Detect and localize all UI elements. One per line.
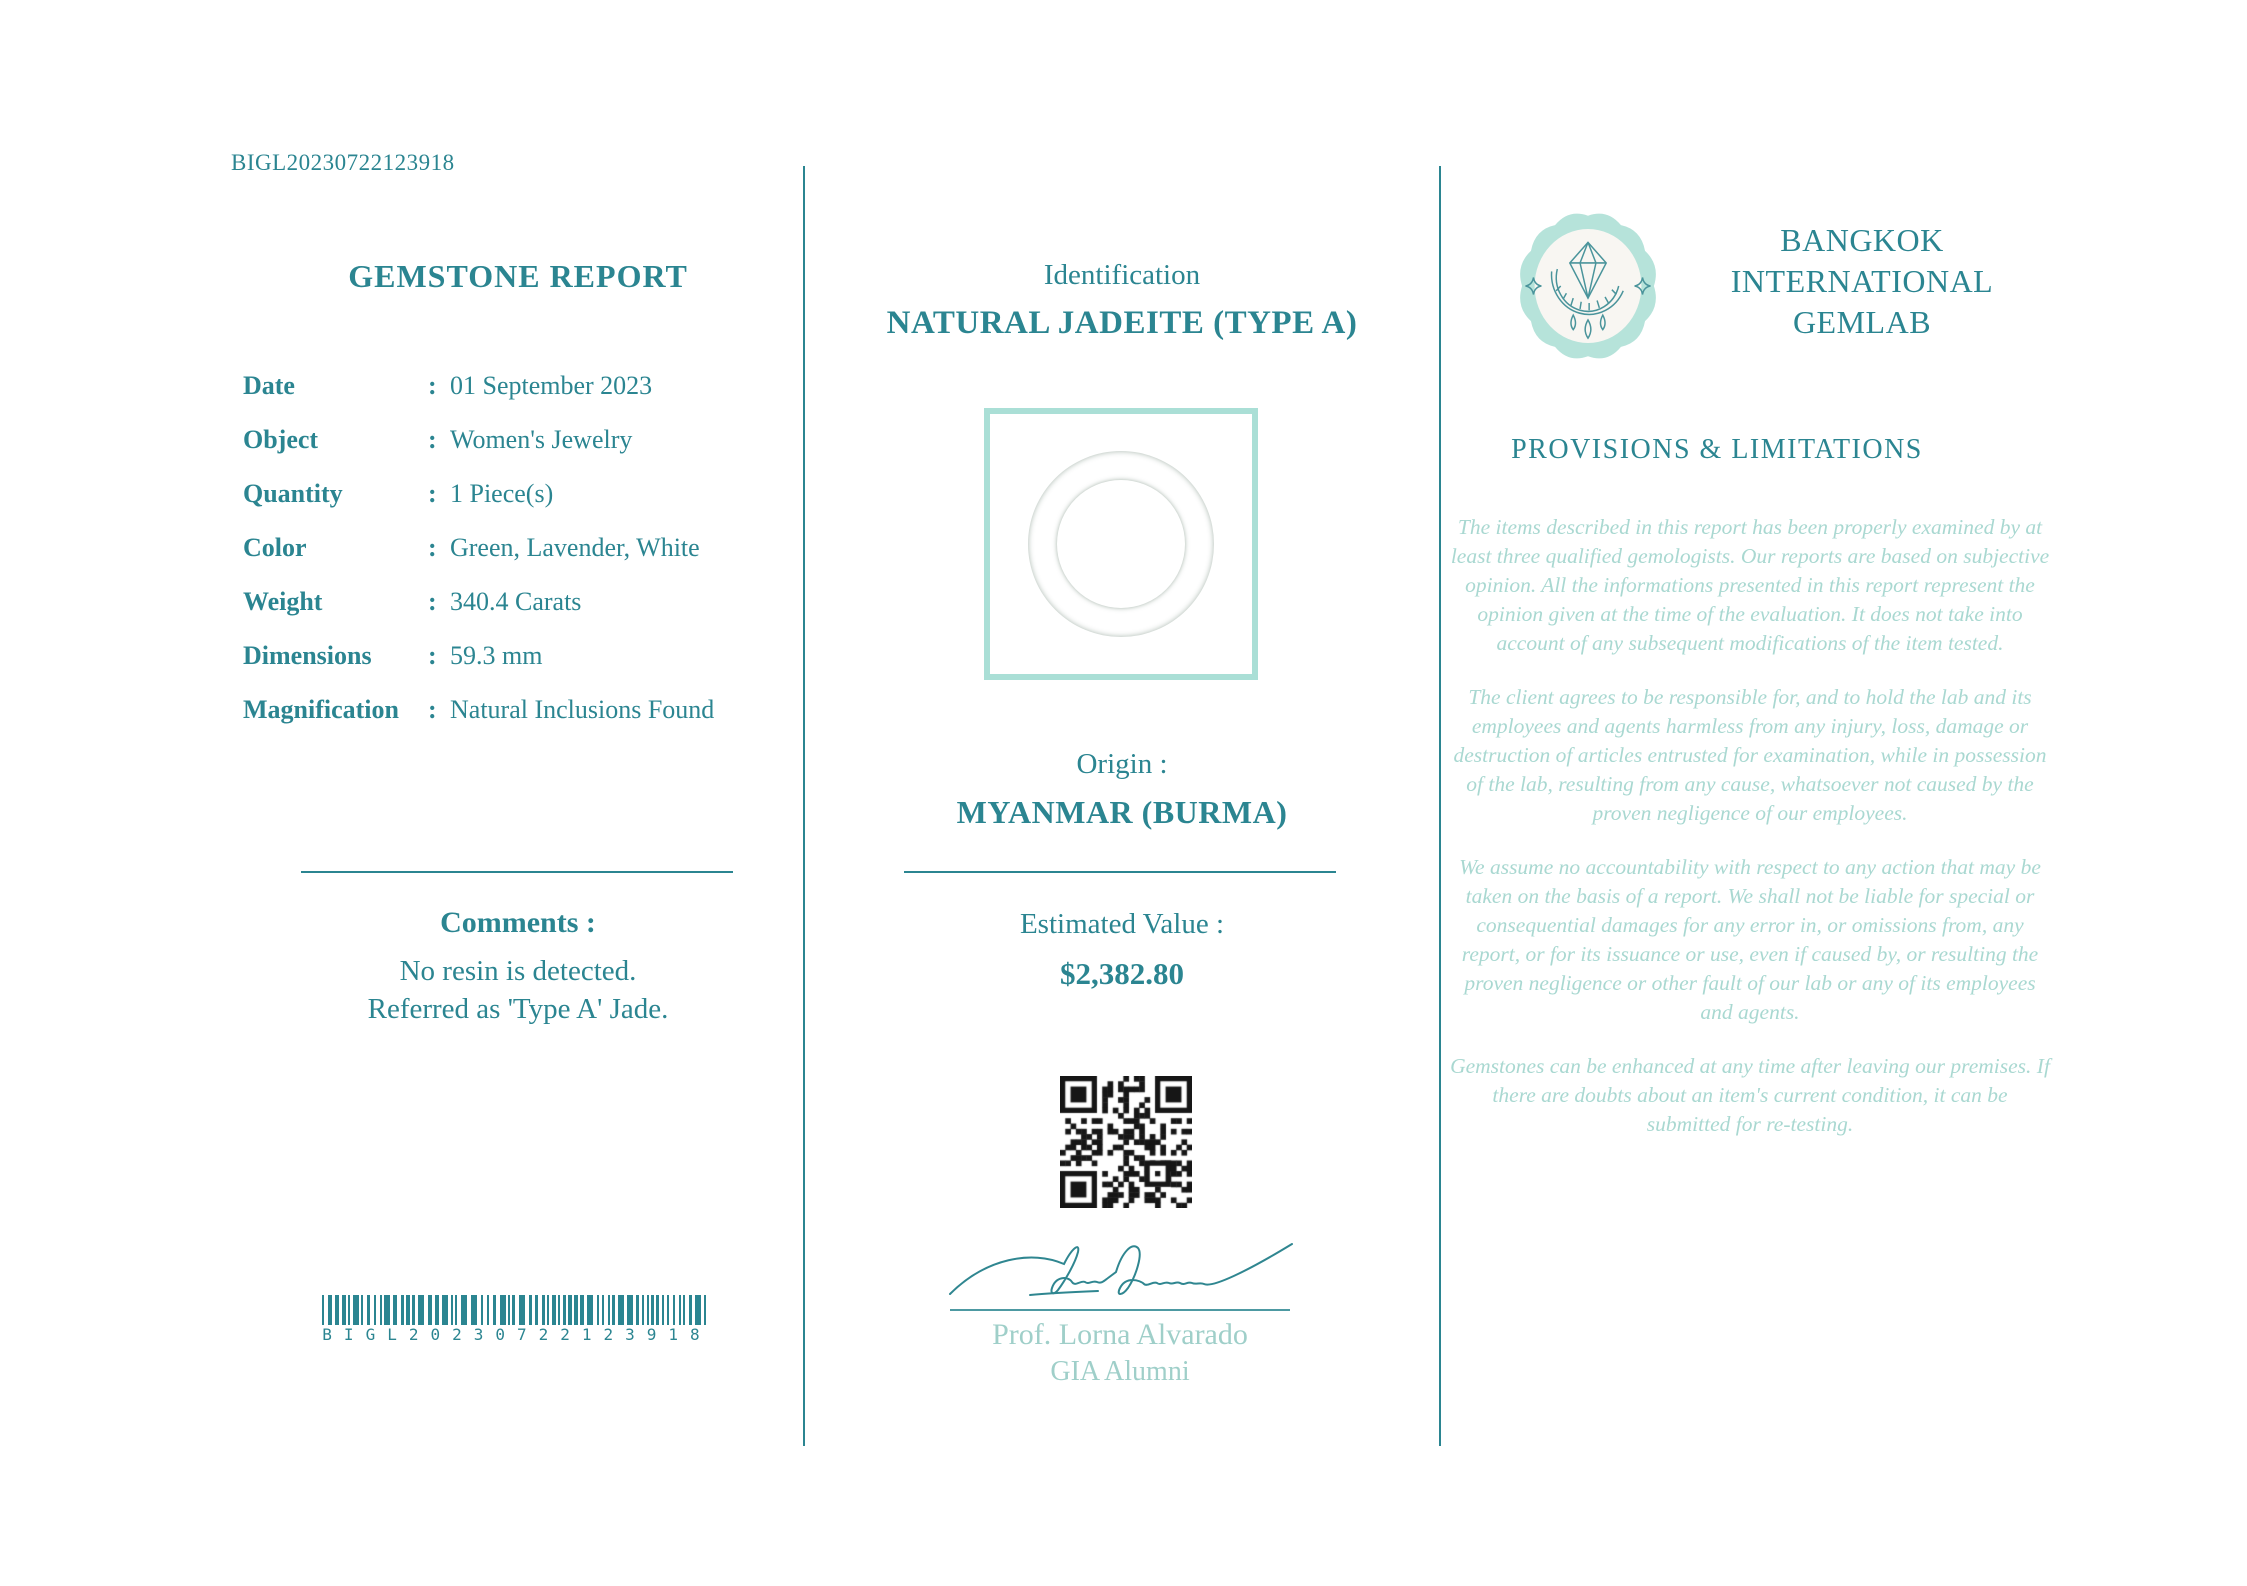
detail-label: Object — [243, 425, 319, 454]
comments-line-1: No resin is detected. — [399, 955, 637, 987]
detail-label: Magnification — [243, 695, 399, 724]
detail-row-quantity — [243, 479, 803, 509]
detail-value: 01 September 2023 — [450, 371, 653, 400]
provisions-paragraph-2: The client agrees to be responsible for, and to hold the lab and its employees and agents harmless from any injury, loss, damage or destruction of articles entrusted for examination, while in possession of the lab, resulting from any cause, whatsoever not caused by the proven negligence of our employees. — [1453, 685, 2047, 825]
provisions-paragraph-4: Gemstones can be enhanced at any time after leaving our premises. If there are doubts about an item's current condition, it can be submitted for re-testing. — [1450, 1054, 2050, 1136]
detail-row-magnification — [243, 695, 803, 725]
comments-text — [227, 952, 809, 1028]
provisions-heading: PROVISIONS & LIMITATIONS — [1511, 434, 1923, 465]
detail-row-weight — [243, 587, 803, 617]
detail-colon: : — [428, 533, 437, 562]
comments-heading: Comments : — [440, 906, 596, 939]
detail-label: Weight — [243, 587, 323, 616]
details-table — [243, 359, 803, 737]
lab-name — [1652, 220, 2072, 343]
gemlab-logo — [1513, 206, 1663, 366]
detail-colon: : — [428, 695, 437, 724]
provisions-paragraph-1: The items described in this report has been properly examined by at least three qualified gemologists. Our reports are based on subjective opinion. All the informations presented in this report represent the opinion given at the time of the evaluation. It does not take into account of any subsequent modifications of the item tested. — [1450, 515, 2050, 655]
provisions-paragraphs — [1450, 513, 2050, 1164]
detail-colon: : — [428, 371, 437, 400]
estimated-value-label: Estimated Value : — [1019, 908, 1225, 940]
lab-name-line-2: INTERNATIONAL — [1730, 263, 1994, 299]
jade-bangle-photo — [1028, 451, 1214, 637]
signature — [946, 1236, 1296, 1310]
detail-colon: : — [428, 587, 437, 616]
detail-label: Color — [243, 533, 307, 562]
detail-colon: : — [428, 641, 437, 670]
detail-row-object — [243, 425, 803, 455]
detail-label: Quantity — [243, 479, 343, 508]
qr-code — [1060, 1076, 1192, 1208]
detail-row-date — [243, 371, 803, 401]
detail-label: Date — [243, 371, 295, 400]
lab-name-line-3: GEMLAB — [1792, 304, 1932, 340]
report-number: BIGL20230722123918 — [231, 150, 455, 175]
detail-colon: : — [428, 425, 437, 454]
comments-divider — [301, 871, 733, 873]
estimated-value: $2,382.80 — [1060, 956, 1184, 991]
detail-value: Green, Lavender, White — [450, 533, 700, 562]
detail-value: Women's Jewelry — [450, 425, 633, 454]
origin-label: Origin : — [1076, 748, 1168, 780]
detail-label: Dimensions — [243, 641, 372, 670]
report-title: GEMSTONE REPORT — [348, 258, 688, 294]
identification-value: NATURAL JADEITE (TYPE A) — [886, 305, 1358, 341]
detail-row-color — [243, 533, 803, 563]
estimated-value-divider — [904, 871, 1336, 873]
lab-name-line-1: BANGKOK — [1780, 222, 1944, 258]
signatory-credential: GIA Alumni — [1050, 1356, 1190, 1387]
barcode — [322, 1295, 712, 1325]
signature-line — [950, 1309, 1290, 1311]
detail-value: Natural Inclusions Found — [450, 695, 715, 724]
comments-line-2: Referred as 'Type A' Jade. — [367, 993, 669, 1025]
identification-label: Identification — [1043, 259, 1201, 291]
barcode-text: BIGL20230722123918 — [322, 1325, 712, 1344]
detail-value: 340.4 Carats — [450, 587, 582, 616]
detail-colon: : — [428, 479, 437, 508]
provisions-paragraph-3: We assume no accountability with respect to any action that may be taken on the basis of a report. We shall not be liable for special or consequential damages for any error in, or omissions from, any report, or for its issuance or use, even if caused by, or resulting the proven negligence or other fault of our lab or any of its employees and agents. — [1459, 855, 2041, 1024]
detail-value: 59.3 mm — [450, 641, 543, 670]
detail-row-dimensions — [243, 641, 803, 671]
detail-value: 1 Piece(s) — [450, 479, 554, 508]
gem-photo-frame — [984, 408, 1258, 680]
origin-value: MYANMAR (BURMA) — [956, 794, 1288, 830]
signatory-name: Prof. Lorna Alvarado — [992, 1318, 1248, 1351]
